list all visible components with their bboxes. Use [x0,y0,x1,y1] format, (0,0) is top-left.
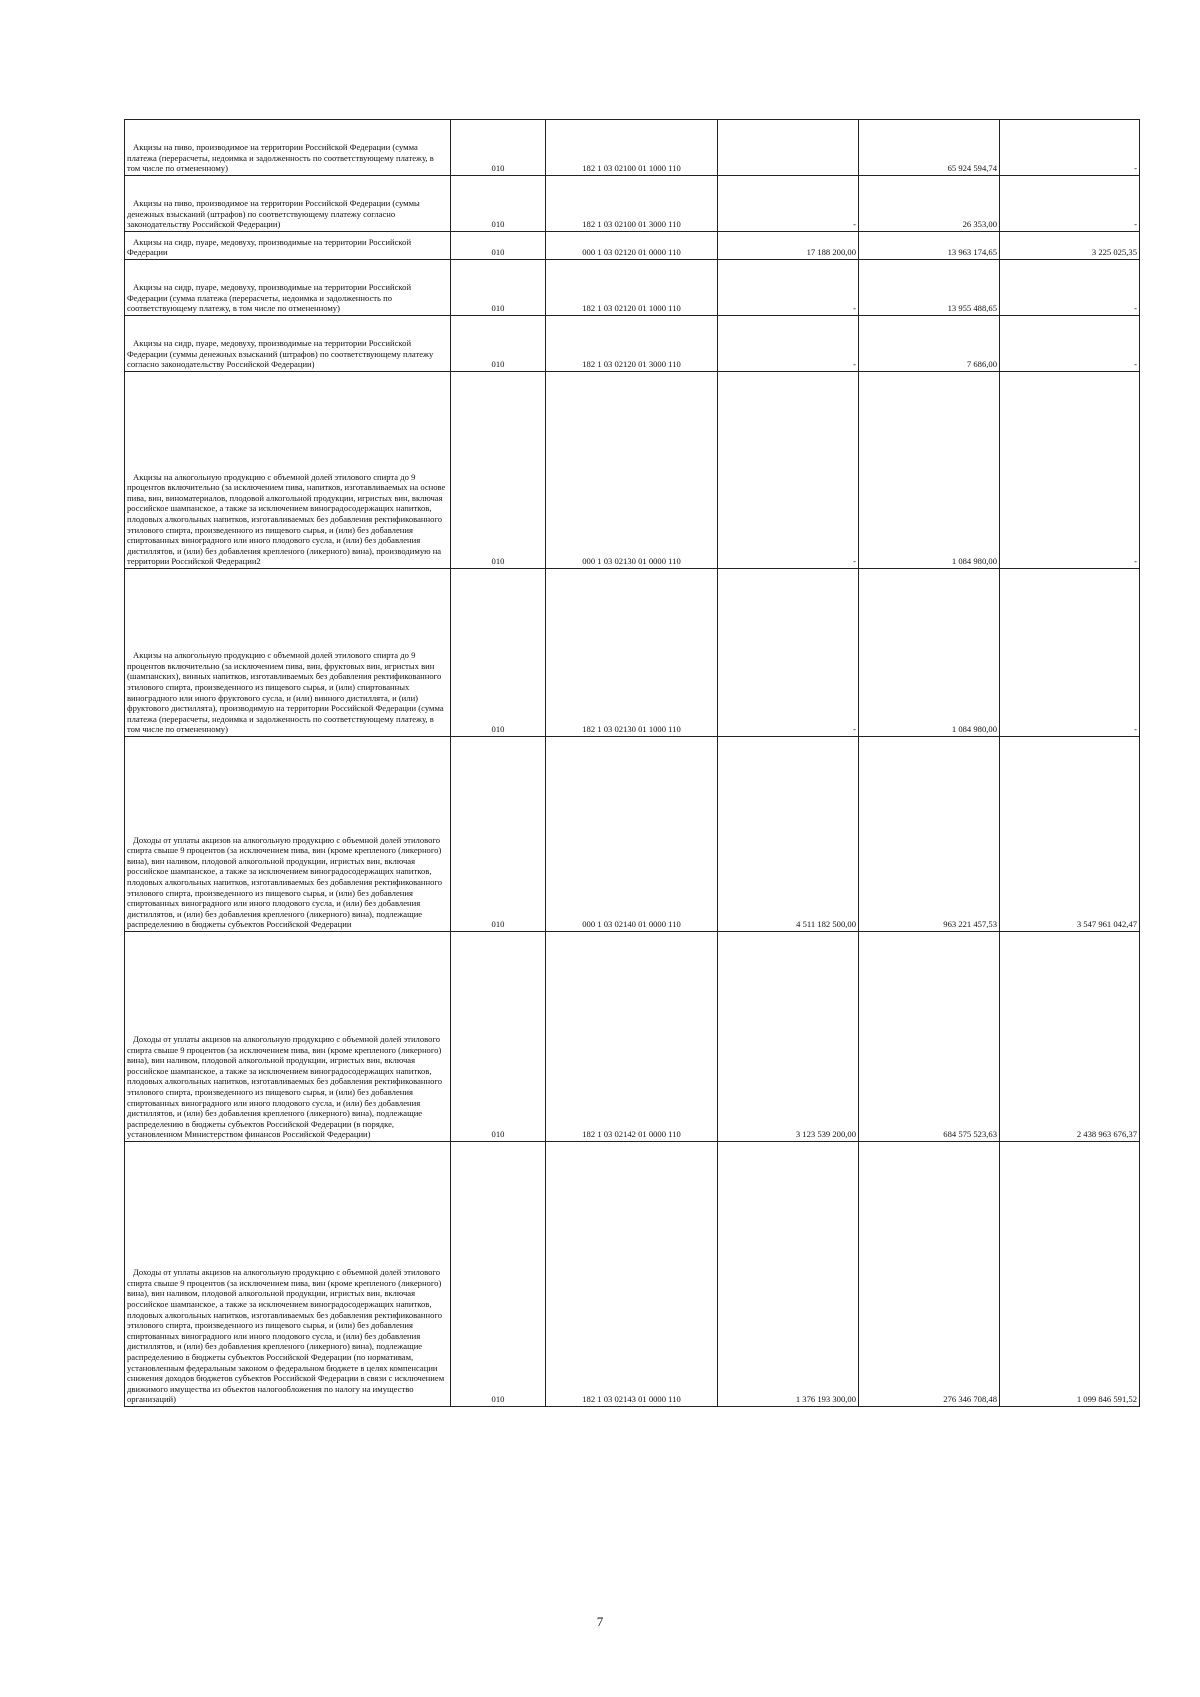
table-row [125,316,1140,372]
executed-cell: 963 221 457,53 [859,737,1000,932]
approved-plan-cell: 1 376 193 300,00 [718,1142,859,1407]
executed-cell: 1 084 980,00 [859,569,1000,737]
budget-classification-code-cell: 182 1 03 02143 01 0000 110 [546,1142,718,1407]
table-row [125,372,1140,569]
approved-plan-cell: - [718,176,859,232]
executed-cell: 276 346 708,48 [859,1142,1000,1407]
income-name-cell: Акцизы на сидр, пуаре, медовуху, производимые на территории Российской Федерации (сумма платежа (перерасчеты, недоимка и задолженность по соответствующему платежу, в том числе по отмененному) [125,260,451,316]
line-code-cell: 010 [451,1142,546,1407]
budget-classification-code-cell: 182 1 03 02100 01 3000 110 [546,176,718,232]
line-code-cell: 010 [451,737,546,932]
line-code-cell: 010 [451,932,546,1142]
executed-cell: 26 353,00 [859,176,1000,232]
executed-cell: 7 686,00 [859,316,1000,372]
approved-plan-cell: 3 123 539 200,00 [718,932,859,1142]
table-row [125,737,1140,932]
approved-plan-cell: - [718,569,859,737]
table-row [125,232,1140,260]
remaining-cell: 3 547 961 042,47 [1000,737,1140,932]
line-code-cell: 010 [451,569,546,737]
remaining-cell: - [1000,120,1140,176]
income-name-cell: Акцизы на сидр, пуаре, медовуху, производимые на территории Российской Федерации (суммы денежных взысканий (штрафов) по соответствующему платежу согласно законодательству Российской Федерации) [125,316,451,372]
revenue-table [124,119,1140,1407]
income-name-cell: Доходы от уплаты акцизов на алкогольную продукцию с объемной долей этилового спирта свыше 9 процентов (за исключением пива, вин (кроме крепленого (ликерного) вина), вин наливом, плодовой алкогольной продукции, игристых вин, включая российское шампанское, а также за исключением виноградосодержащих напитков, плодовых алкогольных напитков, изготавливаемых без добавления ректификованного этилового спирта, произведенного из пищевого сырья, и (или) без добавления спиртованных виноградного или иного плодового сусла, и (или) без добавления дистиллятов, и (или) без добавления крепленого (ликерного) вина), подлежащие распределению в бюджеты субъектов Российской Федерации (в порядке, установленном Министерством финансов Российской Федерации) [125,932,451,1142]
executed-cell: 13 963 174,65 [859,232,1000,260]
budget-classification-code-cell: 182 1 03 02100 01 1000 110 [546,120,718,176]
remaining-cell: 2 438 963 676,37 [1000,932,1140,1142]
budget-classification-code-cell: 182 1 03 02130 01 1000 110 [546,569,718,737]
executed-cell: 13 955 488,65 [859,260,1000,316]
executed-cell: 1 084 980,00 [859,372,1000,569]
approved-plan-cell: - [718,260,859,316]
table-row [125,1142,1140,1407]
line-code-cell: 010 [451,232,546,260]
line-code-cell: 010 [451,120,546,176]
approved-plan-cell: 4 511 182 500,00 [718,737,859,932]
line-code-cell: 010 [451,316,546,372]
budget-classification-code-cell: 000 1 03 02140 01 0000 110 [546,737,718,932]
remaining-cell: - [1000,569,1140,737]
income-name-cell: Доходы от уплаты акцизов на алкогольную продукцию с объемной долей этилового спирта свыше 9 процентов (за исключением пива, вин (кроме крепленого (ликерного) вина), вин наливом, плодовой алкогольной продукции, игристых вин, включая российское шампанское, а также за исключением виноградосодержащих напитков, плодовых алкогольных напитков, изготавливаемых без добавления ректификованного этилового спирта, произведенного из пищевого сырья, и (или) без добавления спиртованных виноградного или иного плодового сусла, и (или) без добавления дистиллятов, и (или) без добавления крепленого (ликерного) вина), подлежащие распределению в бюджеты субъектов Российской Федерации [125,737,451,932]
income-name-cell: Акцизы на алкогольную продукцию с объемной долей этилового спирта до 9 процентов включительно (за исключением пива, вин, фруктовых вин, игристых вин (шампанских), винных напитков, изготавливаемых без добавления ректификованного этилового спирта, произведенного из пищевого сырья, и (или) спиртованных виноградного или иного фруктового сусла, и (или) винного дистиллята, и (или) фруктового дистиллята), производимую на территории Российской Федерации (сумма платежа (перерасчеты, недоимка и задолженность по соответствующему платежу, в том числе по отмененному) [125,569,451,737]
table-row [125,569,1140,737]
income-name-cell: Акцизы на пиво, производимое на территории Российской Федерации (сумма платежа (перерасчеты, недоимка и задолженность по соответствующему платежу, в том числе по отмененному) [125,120,451,176]
budget-classification-code-cell: 000 1 03 02120 01 0000 110 [546,232,718,260]
approved-plan-cell: 17 188 200,00 [718,232,859,260]
page-number: 7 [596,1614,604,1629]
approved-plan-cell [718,120,859,176]
remaining-cell: - [1000,372,1140,569]
line-code-cell: 010 [451,260,546,316]
executed-cell: 684 575 523,63 [859,932,1000,1142]
remaining-cell: 3 225 025,35 [1000,232,1140,260]
income-name-cell: Акцизы на пиво, производимое на территории Российской Федерации (суммы денежных взысканий (штрафов) по соответствующему платежу согласно законодательству Российской Федерации) [125,176,451,232]
budget-classification-code-cell: 182 1 03 02120 01 3000 110 [546,316,718,372]
line-code-cell: 010 [451,176,546,232]
budget-classification-code-cell: 182 1 03 02120 01 1000 110 [546,260,718,316]
income-name-cell: Доходы от уплаты акцизов на алкогольную продукцию с объемной долей этилового спирта свыше 9 процентов (за исключением пива, вин (кроме крепленого (ликерного) вина), вин наливом, плодовой алкогольной продукции, игристых вин, включая российское шампанское, а также за исключением виноградосодержащих напитков, плодовых алкогольных напитков, изготавливаемых без добавления ректификованного этилового спирта, произведенного из пищевого сырья, и (или) без добавления спиртованных виноградного или иного плодового сусла, и (или) без добавления дистиллятов, и (или) без добавления крепленого (ликерного) вина), подлежащие распределению в бюджеты субъектов Российской Федерации (по нормативам, установленным федеральным законом о федеральном бюджете в целях компенсации снижения доходов бюджетов субъектов Российской Федерации в связи с исключением движимого имущества из объектов налогообложения по налогу на имущество организаций) [125,1142,451,1407]
table-row [125,260,1140,316]
budget-classification-code-cell: 000 1 03 02130 01 0000 110 [546,372,718,569]
remaining-cell: - [1000,260,1140,316]
executed-cell: 65 924 594,74 [859,120,1000,176]
income-name-cell: Акцизы на сидр, пуаре, медовуху, производимые на территории Российской Федерации [125,232,451,260]
table-row [125,176,1140,232]
remaining-cell: - [1000,316,1140,372]
approved-plan-cell: - [718,316,859,372]
line-code-cell: 010 [451,372,546,569]
income-name-cell: Акцизы на алкогольную продукцию с объемной долей этилового спирта до 9 процентов включительно (за исключением пива, напитков, изготавливаемых на основе пива, вин, виноматериалов, плодовой алкогольной продукции, игристых вин, включая российское шампанское, а также за исключением виноградосодержащих напитков, плодовых алкогольных напитков, изготавливаемых без добавления ректификованного этилового спирта, произведенного из пищевого сырья, и (или) без добавления спиртованных виноградного или иного плодового сусла, и (или) без добавления дистиллятов, и (или) без добавления крепленого (ликерного) вина), производимую на территории Российской Федерации2 [125,372,451,569]
table-row [125,120,1140,176]
revenue-table-body [125,120,1140,1407]
approved-plan-cell: - [718,372,859,569]
remaining-cell: 1 099 846 591,52 [1000,1142,1140,1407]
remaining-cell: - [1000,176,1140,232]
table-row [125,932,1140,1142]
budget-classification-code-cell: 182 1 03 02142 01 0000 110 [546,932,718,1142]
